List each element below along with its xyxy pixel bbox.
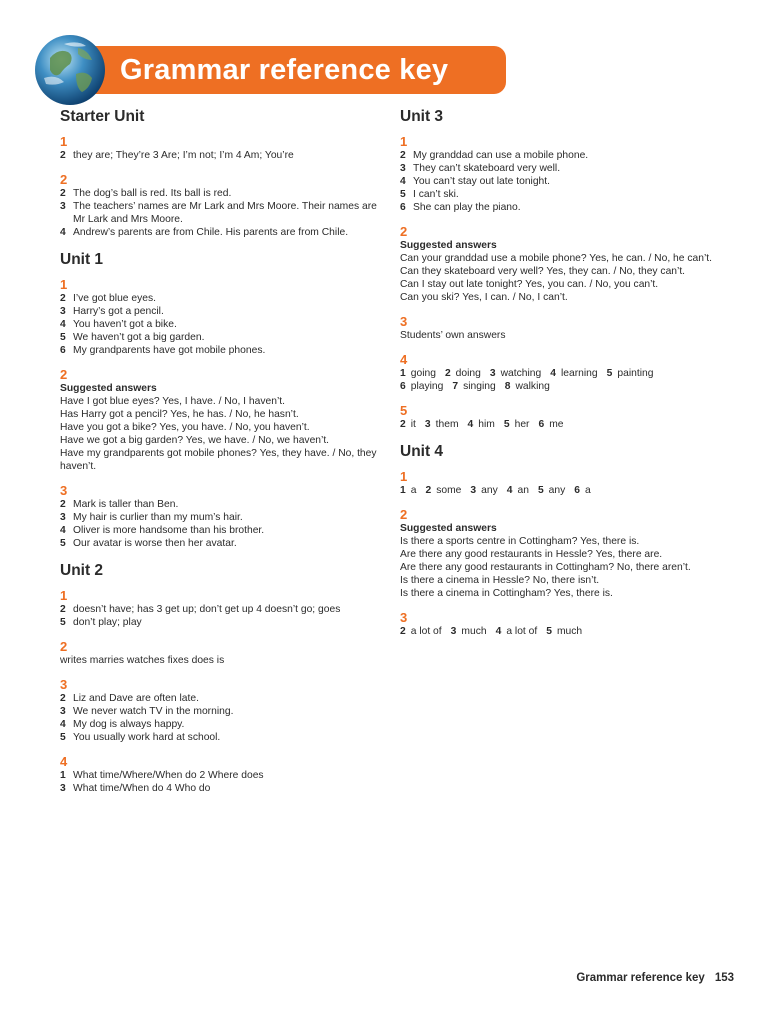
answer-line: Is there a sports centre in Cottingham? Yes, there is. xyxy=(400,536,640,547)
item-number: 2 xyxy=(60,499,66,510)
unit-section xyxy=(60,561,390,795)
exercise-number: 2 xyxy=(60,367,68,382)
exercise xyxy=(60,755,390,795)
answer-line: Have I got blue eyes? Yes, I have. / No, I haven’t. xyxy=(60,396,285,407)
unit-section xyxy=(400,107,730,431)
answer-row xyxy=(60,226,390,239)
answer-text: Liz and Dave are often late. xyxy=(73,693,199,704)
answer-item xyxy=(550,368,597,379)
answer-row xyxy=(60,331,390,344)
item-number: 2 xyxy=(425,485,432,496)
answer-text: They can’t skateboard very well. xyxy=(413,163,561,174)
answer-row xyxy=(60,511,390,524)
answer-text: My hair is curlier than my mum’s hair. xyxy=(73,512,243,523)
answer-item xyxy=(607,368,654,379)
answer-row xyxy=(60,718,390,731)
item-number: 4 xyxy=(60,525,66,536)
item-number: 3 xyxy=(60,512,66,523)
answer-text: She can play the piano. xyxy=(413,202,521,213)
answer-text: Mark is taller than Ben. xyxy=(73,499,179,510)
item-number: 8 xyxy=(504,381,511,392)
item-number: 3 xyxy=(400,163,406,174)
answer-text: a xyxy=(585,485,591,496)
unit-title: Unit 4 xyxy=(400,443,444,460)
answer-item xyxy=(496,626,538,637)
answer-text: an xyxy=(517,485,529,496)
item-number: 1 xyxy=(400,368,406,379)
answer-line: Have you got a bike? Yes, you have. / No, you haven’t. xyxy=(60,422,310,433)
answer-row xyxy=(400,162,730,175)
answer-row xyxy=(60,692,390,705)
item-number: 6 xyxy=(400,202,406,213)
answer-text: The teachers’ names are Mr Lark and Mrs Moore. Their names are Mr Lark and Mrs Moore. xyxy=(73,201,377,225)
exercise-subheading: Suggested answers xyxy=(60,383,157,394)
answer-line: Are there any good restaurants in Cottingham? No, there aren’t. xyxy=(400,562,691,573)
answer-item xyxy=(538,485,565,496)
exercise-number: 3 xyxy=(400,610,408,625)
answer-row xyxy=(400,201,730,214)
answer-row xyxy=(400,188,730,201)
answer-text: singing xyxy=(463,381,496,392)
answer-item xyxy=(507,485,529,496)
exercise-number: 1 xyxy=(400,469,408,484)
answer-text: they are; They’re 3 Are; I’m not; I’m 4 Am; You’re xyxy=(73,150,294,161)
answer-text: me xyxy=(549,419,564,430)
answer-text: doesn’t have; has 3 get up; don’t get up 4 doesn’t go; goes xyxy=(73,604,341,615)
answer-item xyxy=(504,419,530,430)
answer-inline-row xyxy=(400,418,730,431)
answer-text: him xyxy=(478,419,495,430)
answer-item xyxy=(546,626,582,637)
answer-item xyxy=(400,485,416,496)
answer-text: a lot of xyxy=(410,626,442,637)
answer-line: Is there a cinema in Hessle? No, there isn’t. xyxy=(400,575,600,586)
answer-row xyxy=(60,344,390,357)
item-number: 2 xyxy=(60,604,66,615)
answer-item xyxy=(452,381,495,392)
item-number: 6 xyxy=(400,381,406,392)
answer-text: doing xyxy=(455,368,481,379)
answer-text: My grandparents have got mobile phones. xyxy=(73,345,266,356)
item-number: 4 xyxy=(60,227,66,238)
exercise-number: 1 xyxy=(60,277,68,292)
answer-inline-row xyxy=(400,625,730,638)
item-number: 4 xyxy=(550,368,556,379)
answer-row xyxy=(60,537,390,550)
exercise xyxy=(400,508,730,600)
answer-text: Oliver is more handsome than his brother. xyxy=(73,525,265,536)
exercise xyxy=(400,353,730,393)
answer-line: Can you ski? Yes, I can. / No, I can’t. xyxy=(400,292,568,303)
answer-text: The dog’s ball is red. Its ball is red. xyxy=(73,188,232,199)
footer xyxy=(576,972,734,984)
item-number: 4 xyxy=(60,719,66,730)
answer-text: going xyxy=(410,368,436,379)
exercise-number: 2 xyxy=(400,507,408,522)
answer-text: some xyxy=(436,485,462,496)
answer-text: a xyxy=(410,485,417,496)
item-number: 3 xyxy=(60,783,66,794)
answer-text: We haven’t got a big garden. xyxy=(73,332,205,343)
answer-text: playing xyxy=(410,381,444,392)
answer-row xyxy=(60,200,390,226)
answer-item xyxy=(470,485,497,496)
exercise-number: 3 xyxy=(400,314,408,329)
answer-text: You can’t stay out late tonight. xyxy=(413,176,551,187)
exercise xyxy=(60,484,390,550)
exercise xyxy=(60,135,390,162)
exercise xyxy=(60,278,390,357)
item-number: 5 xyxy=(60,617,66,628)
answer-row xyxy=(60,318,390,331)
answer-item xyxy=(400,419,416,430)
answer-text: You usually work hard at school. xyxy=(73,732,221,743)
answer-text: Our avatar is worse then her avatar. xyxy=(73,538,237,549)
exercise xyxy=(60,640,390,667)
exercise-number: 4 xyxy=(60,754,68,769)
answer-text: learning xyxy=(560,368,598,379)
answer-row xyxy=(60,305,390,318)
item-number: 6 xyxy=(574,485,581,496)
item-number: 2 xyxy=(60,150,66,161)
item-number: 4 xyxy=(400,176,406,187)
exercise-number: 2 xyxy=(400,224,408,239)
answer-inline-row xyxy=(400,367,730,380)
item-number: 2 xyxy=(444,368,451,379)
exercise xyxy=(60,589,390,629)
exercise xyxy=(400,315,730,342)
answer-line: Has Harry got a pencil? Yes, he has. / No, he hasn’t. xyxy=(60,409,299,420)
item-number: 5 xyxy=(60,538,66,549)
exercise xyxy=(400,225,730,304)
exercise-number: 1 xyxy=(60,588,68,603)
item-number: 3 xyxy=(470,485,477,496)
exercise-number: 3 xyxy=(60,677,68,692)
exercise-subheading: Suggested answers xyxy=(400,240,497,251)
item-number: 5 xyxy=(546,626,552,637)
item-number: 7 xyxy=(452,381,459,392)
exercise-number: 1 xyxy=(60,134,68,149)
item-number: 3 xyxy=(450,626,457,637)
exercise-number: 2 xyxy=(60,639,68,654)
exercise-number: 2 xyxy=(60,172,68,187)
answer-item xyxy=(538,419,563,430)
exercise xyxy=(400,135,730,214)
item-number: 2 xyxy=(400,419,406,430)
answer-text: Andrew’s parents are from Chile. His parents are from Chile. xyxy=(73,227,349,238)
answer-text: much xyxy=(461,626,487,637)
answer-text: We never watch TV in the morning. xyxy=(73,706,234,717)
item-number: 4 xyxy=(506,485,513,496)
item-number: 2 xyxy=(60,188,66,199)
answer-item xyxy=(425,419,459,430)
unit-section xyxy=(400,442,730,638)
item-number: 3 xyxy=(60,706,66,717)
answer-line: Can your granddad use a mobile phone? Yes, he can. / No, he can’t. xyxy=(400,253,712,264)
answer-row xyxy=(400,149,730,162)
answer-inline-row xyxy=(400,484,730,497)
answer-text: Harry’s got a pencil. xyxy=(73,306,164,317)
item-number: 4 xyxy=(495,626,502,637)
item-number: 4 xyxy=(60,319,66,330)
exercise-number: 3 xyxy=(60,483,68,498)
item-number: 5 xyxy=(400,189,406,200)
globe-icon xyxy=(34,34,106,106)
right-column xyxy=(400,107,730,649)
item-number: 2 xyxy=(60,293,66,304)
answer-text: walking xyxy=(515,381,550,392)
answer-text: any xyxy=(548,485,566,496)
answer-item xyxy=(505,381,550,392)
answer-line: Can I stay out late tonight? Yes, you can. / No, you can’t. xyxy=(400,279,659,290)
page-title: Grammar reference key xyxy=(120,54,449,86)
item-number: 3 xyxy=(60,201,66,212)
item-number: 5 xyxy=(60,332,66,343)
exercise xyxy=(400,404,730,431)
answer-text: What time/Where/When do 2 Where does xyxy=(73,770,264,781)
answer-text: any xyxy=(481,485,498,496)
answer-row xyxy=(60,498,390,511)
unit-title: Unit 1 xyxy=(60,251,104,268)
item-number: 2 xyxy=(400,626,406,637)
answer-text: her xyxy=(514,419,530,430)
exercise-number: 1 xyxy=(400,134,408,149)
answer-text: You haven’t got a bike. xyxy=(73,319,177,330)
answer-row xyxy=(400,175,730,188)
answer-text: I can’t ski. xyxy=(413,189,459,200)
exercise-number: 4 xyxy=(400,352,408,367)
answer-text: My dog is always happy. xyxy=(73,719,185,730)
answer-text: My granddad can use a mobile phone. xyxy=(413,150,589,161)
item-number: 1 xyxy=(60,770,66,781)
answer-line: haven’t. xyxy=(60,461,97,472)
item-number: 3 xyxy=(60,306,66,317)
answer-text: much xyxy=(556,626,583,637)
left-column xyxy=(60,107,390,806)
item-number: 2 xyxy=(400,150,406,161)
answer-row xyxy=(60,731,390,744)
answer-row xyxy=(60,187,390,200)
item-number: 3 xyxy=(424,419,431,430)
item-number: 5 xyxy=(60,732,66,743)
item-number: 6 xyxy=(60,345,66,356)
answer-item xyxy=(574,485,590,496)
answer-row xyxy=(60,292,390,305)
exercise-subheading: Suggested answers xyxy=(400,523,497,534)
unit-section xyxy=(60,250,390,550)
answer-row xyxy=(60,769,390,782)
exercise xyxy=(60,368,390,473)
answer-line: Can they skateboard very well? Yes, they can. / No, they can’t. xyxy=(400,266,686,277)
answer-item xyxy=(490,368,541,379)
answer-item xyxy=(400,381,443,392)
exercise xyxy=(400,611,730,638)
exercise xyxy=(60,173,390,239)
answer-item xyxy=(468,419,495,430)
answer-row xyxy=(60,705,390,718)
item-number: 4 xyxy=(467,419,474,430)
item-number: 1 xyxy=(400,485,406,496)
page-number: 153 xyxy=(714,972,734,984)
answer-row xyxy=(60,782,390,795)
unit-title: Unit 3 xyxy=(400,108,444,125)
answer-text: a lot of xyxy=(506,626,538,637)
answer-line: Have my grandparents got mobile phones? Yes, they have. / No, they xyxy=(60,448,377,459)
answer-item xyxy=(445,368,481,379)
answer-line: Have we got a big garden? Yes, we have. / No, we haven’t. xyxy=(60,435,330,446)
item-number: 2 xyxy=(60,693,66,704)
item-number: 5 xyxy=(537,485,544,496)
unit-title: Starter Unit xyxy=(60,108,145,125)
answer-row xyxy=(60,616,390,629)
answer-line: Students’ own answers xyxy=(400,330,506,341)
exercise xyxy=(60,678,390,744)
item-number: 3 xyxy=(489,368,496,379)
answer-text: What time/When do 4 Who do xyxy=(73,783,211,794)
item-number: 6 xyxy=(538,419,545,430)
answer-item xyxy=(451,626,487,637)
answer-line: writes marries watches fixes does is xyxy=(60,655,225,666)
unit-title: Unit 2 xyxy=(60,562,104,579)
answer-line: Is there a cinema in Cottingham? Yes, there is. xyxy=(400,588,613,599)
footer-label: Grammar reference key xyxy=(576,972,705,984)
answer-row xyxy=(60,603,390,616)
exercise xyxy=(400,470,730,497)
answer-row xyxy=(60,149,390,162)
answer-text: it xyxy=(410,419,416,430)
answer-item xyxy=(400,626,442,637)
answer-item xyxy=(400,368,436,379)
answer-text: watching xyxy=(500,368,542,379)
item-number: 5 xyxy=(503,419,510,430)
item-number: 5 xyxy=(606,368,613,379)
answer-text: don’t play; play xyxy=(73,617,142,628)
answer-text: painting xyxy=(617,368,654,379)
answer-item xyxy=(425,485,461,496)
answer-text: them xyxy=(435,419,459,430)
exercise-number: 5 xyxy=(400,403,408,418)
answer-inline-row xyxy=(400,380,730,393)
unit-section xyxy=(60,107,390,239)
answer-line: Are there any good restaurants in Hessle? Yes, there are. xyxy=(400,549,663,560)
answer-row xyxy=(60,524,390,537)
answer-text: I’ve got blue eyes. xyxy=(73,293,156,304)
